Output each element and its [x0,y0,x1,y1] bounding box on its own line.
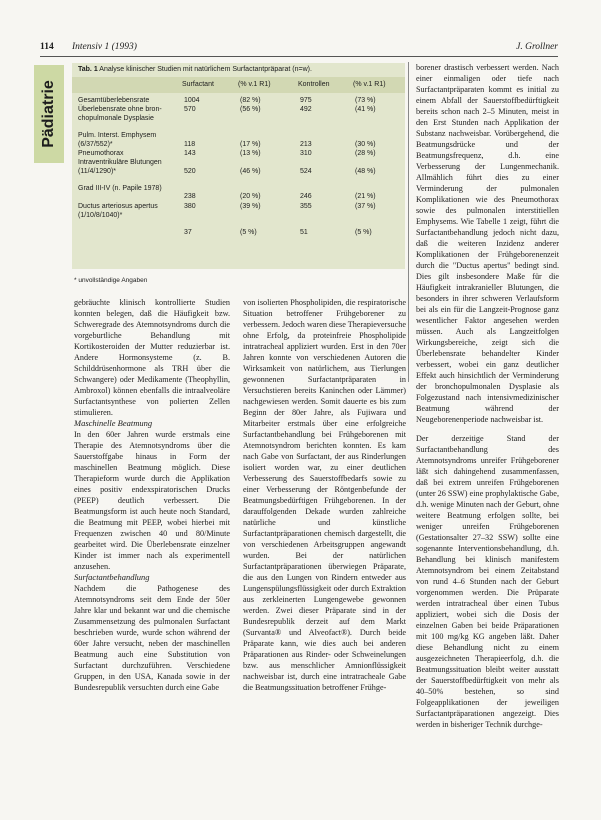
table-cell: 524 [300,168,312,175]
table-cell: 118 [184,141,196,148]
table-cell: 310 [300,150,312,157]
table-cell: (30 %) [355,141,376,148]
table-cell: (13 %) [240,150,261,157]
table-number: Tab. 1 [78,66,98,73]
section-heading: Maschinelle Beatmung [74,418,153,428]
table-cell: (56 %) [240,106,261,113]
table-row [72,229,405,241]
table-title: Analyse klinischer Studien mit natürlichem Surfactantpräparat (n=w). [99,66,312,73]
section-heading: Surfactantbehandlung [74,572,150,582]
journal-title: Intensiv 1 (1993) [72,42,137,52]
row-label: Pulm. Interst. Emphysem (6/37/552)* [78,132,157,148]
row-label: Ductus arteriosus apertus (1/10/8/1040)* [78,203,158,219]
text-column-left [74,297,230,693]
row-label: Gesamtüberlebensrate [78,97,150,104]
table-cell: 570 [184,106,196,113]
table-row [72,106,405,132]
column-header: Surfactant [182,81,214,88]
row-label: Intraventrikuläre Blutungen (11/4/1290)* [78,159,162,175]
table-cell: 1004 [184,97,200,104]
table-cell: (5 %) [240,229,257,236]
table-cell: (73 %) [355,97,376,104]
table-caption [78,65,401,74]
table-cell: (5 %) [355,229,372,236]
table-cell: (37 %) [355,203,376,210]
table-cell: (48 %) [355,168,376,175]
data-table [72,63,405,269]
table-cell: 37 [184,229,192,236]
paragraph: borener drastisch verbessert werden. Nach einer einmaligen oder tiefe nach Surfactantpräparaten kommt es initial zu einem Abfall der Sauerstoffbedürftigkeit bereits schon nach 2–5 Minuten, meist in den Erst Stunden nach Applikation der Substanz nachweisbar. Vorübergehend, die Beatmungsdrücke und der Beatmungsfrequenz, d.h. eine Verbesserung der Lungenmechanik. Allmählich führt dies zu einer Verminderung der pulmonalen Komplikationen wie des Pneumothorax sowie des pulmonalen interstitiellen Emphysems. Wie Tabelle 1 zeigt, führt die Surfactantbehandlung jedoch nicht dazu, daß die weiteren Inzidenz anderer Komplikationen der Frühgeborenenzeit durch die "Ductus apertus" bedingt sind. Dies gilt insbesondere Maße für die Häufigkeit intrakranieller Blutungen, die besonders in ihrer schweren Verlaufsform bei als ein für die Langzeit-Prognose ganz wesentlicher Faktor angesehen werden müssen. Auch als Langzeitfolgen Wirkungsbereiche, zeigt sich die Überlebensrate behandelter Kinder verbessert, wobei ein ganz deutlicher Effekt auch hinsichtlich der Verminderung der bronchopulmonalen Dysplasie als Folgezustand nach intensivmedizinischer Beatmung während der Neugeborenenperiode nachweisbar ist. [416,63,559,424]
table-cell: (21 %) [355,193,376,200]
table-row [72,203,405,229]
page-number: 114 [40,42,54,52]
paragraph: Der derzeitige Stand der Surfactantbehandlung des Atemnotsyndroms unreifer Frühgeborener läßt sich dahingehend zusammenfassen, daß bei extrem unreifen Frühgeborenen (unter 26 SSW) eine prophylaktische Gabe, d.h. wenige Minuten nach der Geburt, ohne weitere Beatmung erfolgen sollte, bei weniger unreifen Frühgeborenen (Gestationsalter 27–32 SSW) sollte eine sogenannte Interventionsbehandlung, d.h. Behandlung bei klinisch manifestem Atemnotsyndrom bei einem Zeitabstand von rund 4–6 Stunden nach der Geburt vorgenommen werden. Die Prüparate werden intratracheal über einen Tubus appliziert, wobei sich die Dosis der einzelnen Gaben bei beide Präparationen mit 100 mg/kg KG angeben läßt. Daher diese Behandlung nicht zu einem ausgezeichneten Therapieerfolg, d.h. die Beatmungssituation bleibt weiter ausstatt der Sauerstoffbedürftigkeit von mehr als 40–50% bestehen, so sind Folgeapplikationen der jeweiligen Surfactantpräparationen angezeigt. Dies werden in bisheriger Technik durchge- [416,434,559,729]
section-tab-label: Pädiatrie [40,80,57,148]
table-cell: 238 [184,193,196,200]
table-cell: (28 %) [355,150,376,157]
paragraph: von isolierten Phospholipiden, die respiratorische Situation betroffener Frühgeborener zu verbessern. Jedoch waren diese Therapieversuche ohne Erfolg, da proteinfreie Phospholipide intratracheal appliziert wurden. Erst in den 70er Jahren konnte von verschiedenen Autoren die Wirksamkeit von natürlichem, aus Tierlungen gewonnenen Surfactantpräparaten in Versuchstieren bereits Kaninchen oder Lämmer) nachgewiesen werden. Somit dauerte es bis zum Beginn der 80er Jahre, als Fujiwara und Mitarbeiter erstmals über eine erfolgreiche Surfactantbehandlung bei Frühgeborenen mit Atemnotsyndrom berichten konnten. Es kam nach Gabe von Surfactant, der aus Rinderlungen isoliert worden war, zu einer deutlichen Verbesserung des Sauerstoffbedarfs sowie zu einer Verbesserung der Röntgenbefunde der Beatmungsbedürftigen Frühgeborenen. In der darauffolgenden Dekade wurden zahlreiche natürliche und künstliche Surfactantpräparationen chemisch dargestellt, die von verschiedenen Arbeitsgruppen angewandt wurden. Bei der natürlichen Surfactantpräparationen überwiegen Präparate, die aus den Lungen von Rindern entweder aus Lungenspülungsflüssigkeit oder durch Extraktion aus zerkleinerten Lungengewebe gewonnen werden. Zwei dieser Präparate sind in der Bundesrepublik derzeit auf dem Markt (Survanta® und Alveofact®). Durch beide Präparate kann, wie dies auch bei anderen Präparationen aus Rinder- oder Schweinelungen bzw. aus menschlicher Amnionflüssigkeit nachweisbar ist, durch eine intratracheale Gabe die Beatmungssituation betroffener Frühge- [243,298,406,692]
table-cell: 380 [184,203,196,210]
table-cell: (17 %) [240,141,261,148]
table-row [72,159,405,185]
table-cell: (82 %) [240,97,261,104]
author-name: J. Grollner [516,42,558,52]
table-cell: 520 [184,168,196,175]
table-cell: 492 [300,106,312,113]
row-label: Pneumothorax [78,150,124,157]
column-divider [408,62,409,382]
table-cell: (39 %) [240,203,261,210]
text-column-middle [243,297,406,693]
table-cell: 143 [184,150,196,157]
column-header: Kontrollen [298,81,330,88]
table-footnote: * unvollständige Angaben [74,277,148,284]
text-column-right [416,62,559,730]
table-row [72,97,405,106]
table-body [72,97,405,241]
table-cell: (20 %) [240,193,261,200]
table-cell: (46 %) [240,168,261,175]
column-header: (% v.1 R1) [238,81,271,88]
section-tab [34,65,64,163]
table-cell: 975 [300,97,312,104]
table-header [72,77,405,93]
table-cell: (41 %) [355,106,376,113]
header-rule [40,56,558,57]
table-row [72,185,405,203]
table-cell: 51 [300,229,308,236]
table-cell: 355 [300,203,312,210]
paragraph: In den 60er Jahren wurde erstmals eine Therapie des Atemnotsyndroms über die Sauerstoffgabe hinaus in Form der maschinellen Beatmung möglich. Diese Therapieform wurde durch die Applikation eines positiv endexspiratorischen Drucks (PEEP) deutlich verbessert. Die Beatmungsform ist auch heute noch Standard, die Beatmung mit PEEP, wobei hierbei mit Frequenzen zwischen 40 und 80/Minute gearbeitet wird. Die Überlebensrate einzelner Kinder ist immer nach als experimentell anzusehen. [74,430,230,571]
table-row [72,132,405,150]
row-label: Überlebensrate ohne bron-chopulmonale Dysplasie [78,106,162,122]
table-cell: 213 [300,141,312,148]
table-row [72,150,405,159]
column-header: (% v.1 R1) [353,81,386,88]
paragraph: gebräuchte klinisch kontrollierte Studien konnten belegen, daß die Häufigkeit bzw. Schweregrade des Atemnotsyndroms durch die vorgeburtliche Behandlung mit Kortikosteroiden der Mutter reduzierbar ist. Andere Hormonsysteme (z. B. Schilddrüsenhormone als TRH über die Schwangere) oder Medikamente (Theophyllin, Ambroxol) können ebenfalls die intraalveoläre Surfactantsynthese von polierten Zellen stimulieren. [74,298,230,417]
table-cell: 246 [300,193,312,200]
row-label: Grad III-IV (n. Papile 1978) [78,185,162,192]
paragraph: Nachdem die Pathogenese des Atemnotsyndroms seit dem Ende der 50er Jahre klar und bekannt war und die chemische Zusammensetzung des pulmonalen Surfactant beschrieben wurde, wurde schon während der 60er Jahre versucht, neben der maschinellen Beatmung auch eine Substitution von Surfactant durchzuführen. Verschiedene Gruppen, in den USA, Kanada sowie in der Bundesrepublik versuchten durch eine Gabe [74,584,230,692]
